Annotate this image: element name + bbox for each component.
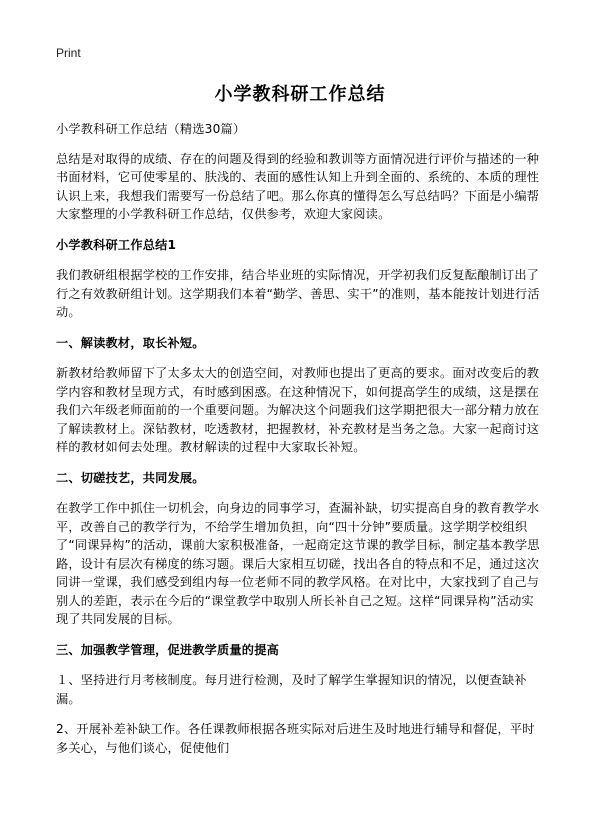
document-body <box>56 120 546 769</box>
print-link[interactable]: Print <box>56 46 81 60</box>
paragraph-exchange-skills: 在教学工作中抓住一切机会，向身边的同事学习，查漏补缺，切实提高自身的教育教学水平，改善自己的教学行为，不给学生增加负担，向“四十分钟”要质量。这学期学校组织了“同课异构”的活动，课前大家积极准备，一起商定这节课的教学目标，制定基本教学思路，设计有层次有梯度的练习题。课后大家相互切磋，找出各自的特点和不足，通过这次同讲一堂课，我们感受到组内每一位老师不同的教学风格。在对比中，大家找到了自己与别人的差距，表示在今后的“课堂教学中取别人所长补自己之短。这样“同课异构”活动实现了共同发展的目标。 <box>56 501 540 626</box>
intro-paragraph: 总结是对取得的成绩、存在的问题及得到的经验和教训等方面情况进行评价与描述的一种书面材料，它可使零星的、肤浅的、表面的感性认知上升到全面的、系统的、本质的理性认识上来，我想我们需要写一份总结了吧。那么你真的懂得怎么写总结吗？下面是小编帮大家整理的小学教科研工作总结，仅供参考，欢迎大家阅读。 <box>56 151 540 221</box>
section-heading-1: 小学教科研工作总结1 <box>56 237 177 252</box>
document-title: 小学教科研工作总结 <box>214 84 386 105</box>
list-item-remedial-work: 2、开展补差补缺工作。各任课教师根据各班实际对后进生及时地进行辅导和督促，平时多关心，与他们谈心，促使他们 <box>56 722 535 755</box>
list-item-monthly-assessment: １、坚持进行月考核制度。每月进行检测，及时了解学生掌握知识的情况，以便查缺补漏。 <box>56 673 527 706</box>
subheading-teaching-management: 三、加强教学管理，促进教学质量的提高 <box>56 642 279 657</box>
subheading-interpret-materials: 一、解读教材，取长补短。 <box>56 335 205 350</box>
document-subtitle: 小学教科研工作总结（精选30篇） <box>56 122 246 136</box>
section-paragraph-1: 我们教研组根据学校的工作安排，结合毕业班的实际情况，开学初我们反复酝酿制订出了行之有效教研组计划。这学期我们本着“勤学、善思、实干”的准则，基本能按计划进行活动。 <box>56 268 540 319</box>
subheading-exchange-skills: 二、切磋技艺，共同发展。 <box>56 470 205 485</box>
paragraph-interpret-materials: 新教材给教师留下了太多太大的创造空间，对教师也提出了更高的要求。面对改变后的教学内容和教材呈现方式，有时感到困惑。在这种情况下，如何提高学生的成绩，这是摆在我们六年级老师面前的一个重要问题。为解决这个问题我们这学期把很大一部分精力放在了解读教材上。深钻教材，吃透教材，把握教材，补充教材是当务之急。大家一起商讨这样的教材如何去处理。教材解读的过程中大家取长补短。 <box>56 366 540 454</box>
